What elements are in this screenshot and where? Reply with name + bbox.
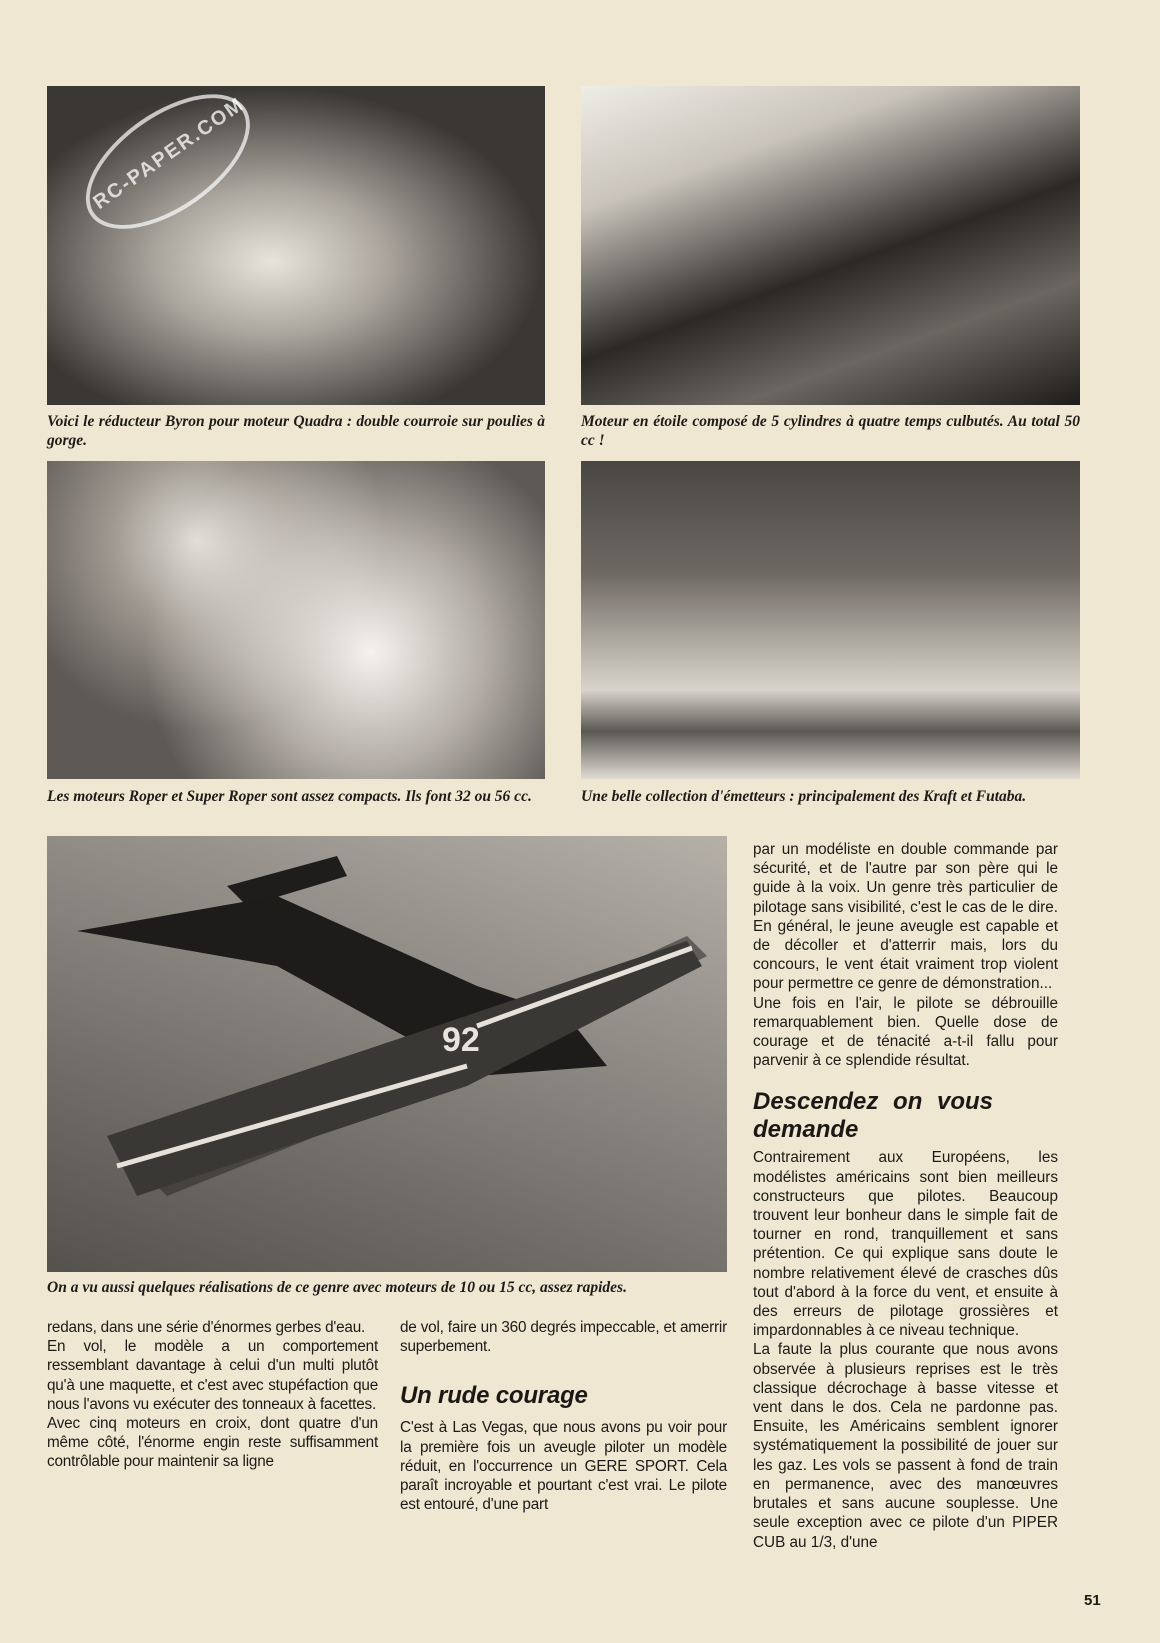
photo-roper-engines: [47, 461, 545, 779]
paragraph: de vol, faire un 360 degrés impeccable, et amerrir superbement.: [400, 1319, 727, 1356]
plane-number: 92: [442, 1021, 480, 1059]
paragraph: Une fois en l'air, le pilote se débrouille remarquablement bien. Quelle dose de courage et de ténacité a-t-il fallu pour parvenir à ce splendide résultat.: [753, 994, 1058, 1070]
caption-photo-3: Les moteurs Roper et Super Roper sont assez compacts. Ils font 32 ou 56 cc.: [47, 788, 532, 805]
paragraph: La faute la plus courante que nous avons observée à plusieurs reprises est le très classique décrochage à basse vitesse et vent dans le dos. Cela ne pardonne pas. Ensuite, les Américains semblent ignorer systématiquement la possibilité de jouer sur les gaz. Les vols se passent à fond de train en permanence, avec des manœuvres brutales et sans aucune souplesse. Une seule exception avec ce pilote d'un PIPER CUB au 1/3, d'une: [753, 1341, 1058, 1551]
paragraph: redans, dans une série d'énormes gerbes d'eau.: [47, 1319, 366, 1336]
caption-photo-2: Moteur en étoile composé de 5 cylindres à quatre temps culbutés. Au total 50 cc !: [581, 413, 1080, 449]
paragraph: Contrairement aux Européens, les modélistes américains sont bien meilleurs constructeurs que pilotes. Beaucoup trouvent leur bonheur dans le simple fait de tourner en rond, tranquillement et sans prétention. Ce qui explique sans doute le nombre relativement élevé de crasches dûs tout d'abord à la force du vent, et ensuite à des erreurs de pilotage grossières et impardonnables à ce niveau technique.: [753, 1149, 1058, 1340]
caption-photo-4: Une belle collection d'émetteurs : principalement des Kraft et Futaba.: [581, 788, 1027, 805]
article-column-left: [47, 1318, 378, 1472]
article-column-right: [753, 840, 1058, 1552]
section-heading-descendez: Descendez on vous demande: [753, 1088, 993, 1144]
plane-silhouette: [47, 836, 727, 1272]
watermark-text: RC-PAPER.COM: [89, 93, 249, 214]
section-heading-un-rude-courage: Un rude courage: [400, 1382, 588, 1410]
page-number: 51: [1084, 1592, 1101, 1609]
paragraph: Avec cinq moteurs en croix, dont quatre d'un même côté, l'énorme engin reste suffisamment contrôlable pour maintenir sa ligne: [47, 1415, 378, 1471]
caption-photo-5: On a vu aussi quelques réalisations de ce genre avec moteurs de 10 ou 15 cc, assez rapides.: [47, 1279, 627, 1296]
article-column-middle: [400, 1318, 727, 1514]
photo-shading: [581, 86, 1080, 405]
photo-transmitter-collection: [581, 461, 1080, 779]
photo-racing-plane: [47, 836, 727, 1272]
photo-shading: [47, 461, 545, 779]
caption-photo-1: Voici le réducteur Byron pour moteur Quadra : double courroie sur poulies à gorge.: [47, 413, 545, 449]
paragraph: par un modéliste en double commande par sécurité, et de l'autre par son père qui le guide à la voix. Un genre très particulier de pilotage sans visibilité, c'est le cas de le dire. En général, le jeune aveugle est capable et de décoller et d'atterrir mais, lors du concours, le vent était vraiment trop violent pour permettre ce genre de démonstration...: [753, 841, 1058, 993]
paragraph: C'est à Las Vegas, que nous avons pu voir pour la première fois un aveugle piloter un modèle réduit, en l'occurrence un GERE SPORT. Cela paraît incroyable et pourtant c'est vrai. Le pilote est entouré, d'une part: [400, 1419, 727, 1514]
photo-radial-engine: [581, 86, 1080, 405]
photo-shading: [581, 461, 1080, 779]
paragraph: En vol, le modèle a un comportement ressemblant davantage à celui d'un multi plutôt qu'à une maquette, et c'est avec stupéfaction que nous l'avons vu exécuter des tonneaux à facettes.: [47, 1338, 378, 1413]
